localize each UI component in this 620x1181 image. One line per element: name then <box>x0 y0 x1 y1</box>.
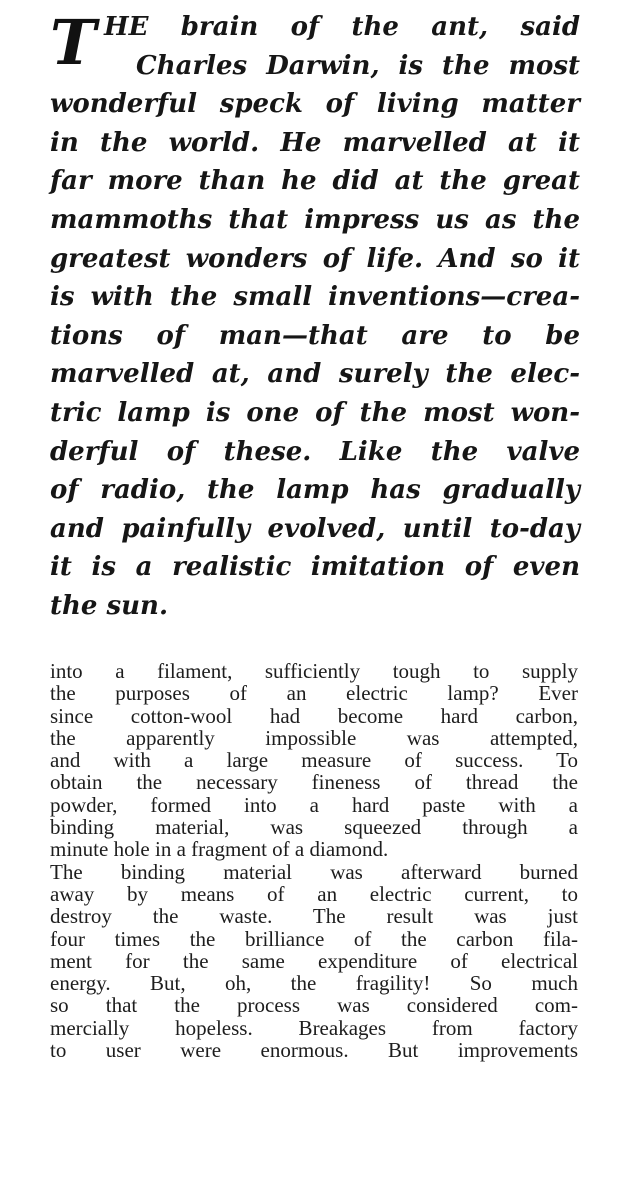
intro-line: Charles Darwin, is the most <box>136 50 580 81</box>
body-line: powder, formed into a hard paste with a <box>50 792 578 817</box>
drop-cap: T <box>50 6 97 79</box>
body-line: into a filament, sufficiently tough to supply <box>50 659 578 683</box>
intro-line: it is a realistic imitation of even <box>50 552 580 583</box>
body-line: minute hole in a fragment of a diamond. <box>50 837 389 862</box>
body-paragraph <box>50 660 578 1061</box>
body-line: to user were enormous. But improvements <box>50 1038 578 1063</box>
intro-line: and painfully evolved, until to-day <box>50 513 580 544</box>
intro-line: far more than he did at the great <box>50 166 580 197</box>
body-line: four times the brilliance of the carbon fila- <box>50 926 578 951</box>
body-line: obtain the necessary fineness of thread the <box>50 770 578 795</box>
body-line: since cotton-wool had become hard carbon, <box>50 703 578 728</box>
intro-line: of radio, the lamp has gradually <box>50 475 580 506</box>
body-line: the purposes of an electric lamp? Ever <box>50 681 578 706</box>
body-line: mercially hopeless. Breakages from factory <box>50 1015 578 1040</box>
intro-line: the sun. <box>50 590 169 621</box>
body-line: so that the process was considered com- <box>50 993 578 1018</box>
intro-line: is with the small inventions—crea- <box>50 282 580 313</box>
intro-line: mammoths that impress us as the <box>50 204 580 235</box>
body-line: destroy the waste. The result was just <box>50 904 578 929</box>
body-line: ment for the same expenditure of electrical <box>50 948 578 973</box>
intro-line: derful of these. Like the valve <box>50 436 580 467</box>
body-line: the apparently impossible was attempted, <box>50 725 578 750</box>
intro-line: T HE brain of the ant, said <box>50 6 580 79</box>
body-line: The binding material was afterward burned <box>50 859 578 884</box>
body-line: binding material, was squeezed through a <box>50 815 578 840</box>
intro-line: in the world. He marvelled at it <box>50 127 580 158</box>
body-line: energy. But, oh, the fragility! So much <box>50 971 578 996</box>
intro-line: marvelled at, and surely the elec- <box>50 359 580 390</box>
intro-paragraph <box>50 8 580 626</box>
intro-line: wonderful speck of living matter <box>50 89 580 120</box>
intro-line: tric lamp is one of the most won- <box>50 397 580 428</box>
body-line: and with a large measure of success. To <box>50 748 578 773</box>
intro-line: tions of man—that are to be <box>50 320 580 351</box>
body-line: away by means of an electric current, to <box>50 881 578 906</box>
intro-line: greatest wonders of life. And so it <box>50 243 580 274</box>
